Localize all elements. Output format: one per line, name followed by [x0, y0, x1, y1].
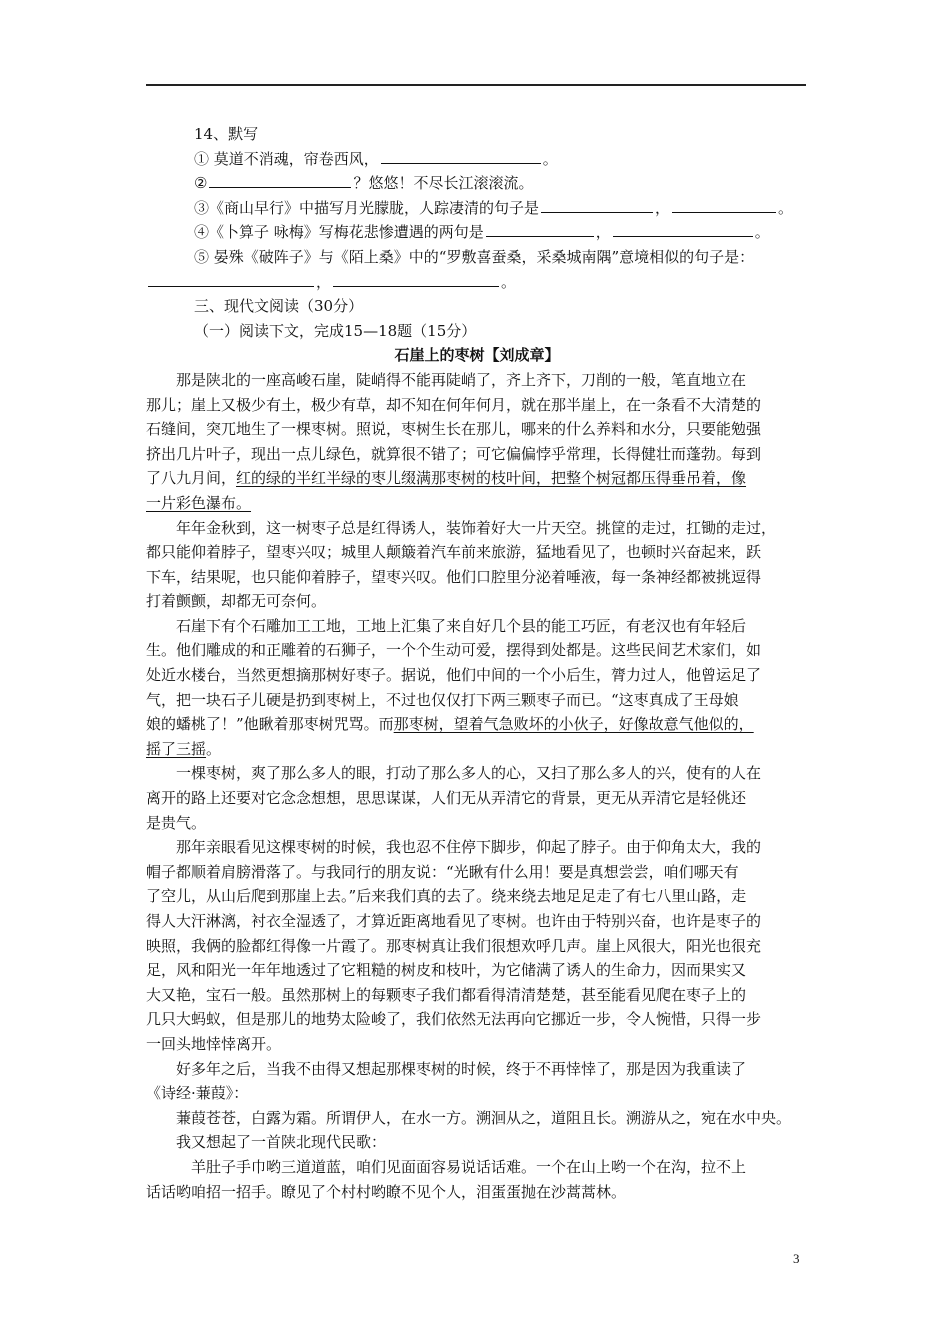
paragraph-line: 我又想起了一首陕北现代民歌： [176, 1133, 387, 1152]
paragraph-line: 《诗经·蒹葭》： [146, 1084, 249, 1103]
paragraph-line: 一回头地悻悻离开。 [146, 1034, 282, 1053]
paragraph-line: 生。他们雕成的和正雕着的石狮子，一个个生动可爱，摆得到处都是。这些民间艺术家们，如 [146, 641, 762, 660]
paragraph-line: 映照，我俩的脸都红得像一片霞了。那枣树真让我们很想欢呼几声。崖上风很大，阳光也很充 [146, 936, 762, 955]
paragraph-line: 年年金秋到，这一树枣子总是红得诱人，装饰着好大一片天空。挑筐的走过，扛锄的走过， [176, 518, 777, 537]
paragraph-line: 石缝间，突兀地生了一棵枣树。照说，枣树生长在那儿，哪来的什么养料和水分，只要能勉强 [146, 420, 762, 439]
paragraph-line: 几只大蚂蚁，但是那儿的地势太险峻了，我们依然无法再向它挪近一步，令人惋惜，只得一步 [146, 1010, 762, 1029]
answer-blank[interactable] [209, 172, 351, 188]
answer-blank[interactable] [148, 271, 314, 287]
paragraph-line: 是贵气。 [146, 813, 207, 832]
page-number: 3 [793, 1251, 800, 1266]
article-title: 石崖上的枣树【刘成章】 [394, 346, 560, 365]
paragraph-line: 那是陕北的一座高峻石崖，陡峭得不能再陡峭了，齐上齐下，刀削的一般，笔直地立在 [176, 370, 747, 389]
question-5: ⑤ 晏殊《破阵子》与《陌上桑》中的“罗敷喜蚕桑，采桑城南隅”意境相似的句子是： [194, 247, 755, 266]
paragraph-line: 得人大汗淋漓，衬衣全湿透了，才算近距离地看见了枣树。也许由于特别兴奋，也许是枣子的 [146, 912, 762, 930]
paragraph-line: 下车，结果呢，也只能仰着脖子，望枣兴叹。他们口腔里分泌着唾液，每一条神经都被挑逗得 [146, 567, 762, 586]
paragraph-line [146, 491, 808, 516]
section3-heading: 三、现代文阅读（30分） [194, 297, 364, 316]
section3-subheading: （一）阅读下文，完成15—18题（15分） [194, 321, 477, 340]
underlined-sentence: 那枣树，望着气急败坏的小伙子，好像故意气他似的， [393, 715, 754, 734]
question-1: ① 莫道不消魂，帘卷西风， 。 [194, 149, 558, 168]
paragraph-line: 都只能仰着脖子，望枣兴叹；城里人颠簸着汽车前来旅游，猛地看见了，也顿时兴奋起来，跃 [146, 543, 762, 562]
answer-blank[interactable] [381, 148, 541, 164]
header-rule [146, 84, 806, 86]
answer-blank[interactable] [613, 221, 753, 237]
paragraph-line: 大又艳，宝石一般。虽然那树上的每颗枣子我们都看得清清楚楚，甚至能看见爬在枣子上的 [146, 985, 747, 1004]
underlined-sentence: 一片彩色瀑布。 [146, 493, 252, 512]
page-content [146, 122, 808, 1204]
paragraph-line: 气，把一块石子儿硬是扔到枣树上，不过也仅仅打下两三颗枣子而已。“这枣真成了王母娘 [146, 690, 739, 709]
section14-heading: 14、默写 [194, 125, 259, 143]
question-4: ④《卜算子 咏梅》写梅花悲惨遭遇的两句是 ， 。 [194, 223, 770, 242]
paragraph-line: 娘的蟠桃了！”他瞅着那枣树咒骂。而那枣树，望着气急败坏的小伙子，好像故意气他似的， [146, 715, 754, 734]
answer-blank[interactable] [486, 221, 594, 237]
paragraph-line: 摇了三摇。 [146, 739, 222, 758]
paragraph-line: 石崖下有个石雕加工工地，工地上汇集了来自好几个县的能工巧匠，有老汉也有年轻后 [176, 616, 747, 635]
paragraph-line: 足，风和阳光一年年地透过了它粗糙的树皮和枝叶，为它储满了诱人的生命力，因而果实又 [146, 961, 747, 980]
folk-song-line: 话话哟咱招一招手。瞭见了个村村哟瞭不见个人，泪蛋蛋抛在沙蒿蒿林。 [146, 1182, 627, 1201]
paragraph-line: 打着颤颤，却都无可奈何。 [146, 592, 327, 611]
poem-quote: 蒹葭苍苍，白露为霜。所谓伊人，在水一方。溯洄从之，道阻且长。溯游从之，宛在水中央。 [176, 1108, 792, 1127]
paragraph-line: 处近水楼台，当然更想摘那树好枣子。据说，他们中间的一个小后生，膂力过人，他曾运足了 [146, 666, 762, 685]
paragraph-line: 那儿；崖上又极少有土，极少有草，却不知在何年何月，就在那半崖上，在一条看不大清楚的 [146, 395, 762, 414]
paragraph-line: 了空儿，从山后爬到那崖上去。”后来我们真的去了。绕来绕去地足足走了有七八里山路，走 [146, 887, 747, 906]
paragraph-line: 一棵枣树，爽了那么多人的眼，打动了那么多人的心，又扫了那么多人的兴，使有的人在 [176, 764, 762, 783]
answer-blank[interactable] [333, 271, 499, 287]
question-2: ② ？悠悠！不尽长江滚滚流。 [194, 174, 534, 193]
paragraph-line: 离开的路上还要对它念念想想，思思谋谋，人们无从弄清它的背景，更无从弄清它是轻佻还 [146, 789, 747, 808]
answer-blank[interactable] [672, 197, 776, 213]
paragraph-line: 那年亲眼看见这棵枣树的时候，我也忍不住停下脚步，仰起了脖子。由于仰角太大，我的 [176, 838, 762, 857]
question-5-answers: ， 。 [146, 270, 808, 295]
paragraph-line: 好多年之后，当我不由得又想起那棵枣树的时候，终于不再悻悻了，那是因为我重读了 [176, 1059, 747, 1078]
underlined-sentence: 红的绿的半红半绿的枣儿缀满那枣树的枝叶间，把整个树冠都压得垂吊着，像 [236, 469, 747, 488]
folk-song-line: 羊肚子手巾哟三道道蓝，咱们见面面容易说话话难。一个在山上哟一个在沟，拉不上 [191, 1157, 747, 1176]
paragraph-line: 挤出几片叶子，现出一点儿绿色，就算很不错了；可它偏偏悖乎常理，长得健壮而蓬勃。每到 [146, 444, 762, 463]
answer-blank[interactable] [541, 197, 653, 213]
paragraph-line: 帽子都顺着肩膀滑落了。与我同行的朋友说：“光瞅有什么用！要是真想尝尝，咱们哪天有 [146, 862, 739, 881]
paragraph-line: 了八九月间，红的绿的半红半绿的枣儿缀满那枣树的枝叶间，把整个树冠都压得垂吊着，像 [146, 469, 747, 488]
underlined-sentence: 摇了三摇 [146, 739, 207, 758]
question-3: ③《商山早行》中描写月光朦胧，人踪凄清的句子是 ， 。 [194, 198, 794, 217]
